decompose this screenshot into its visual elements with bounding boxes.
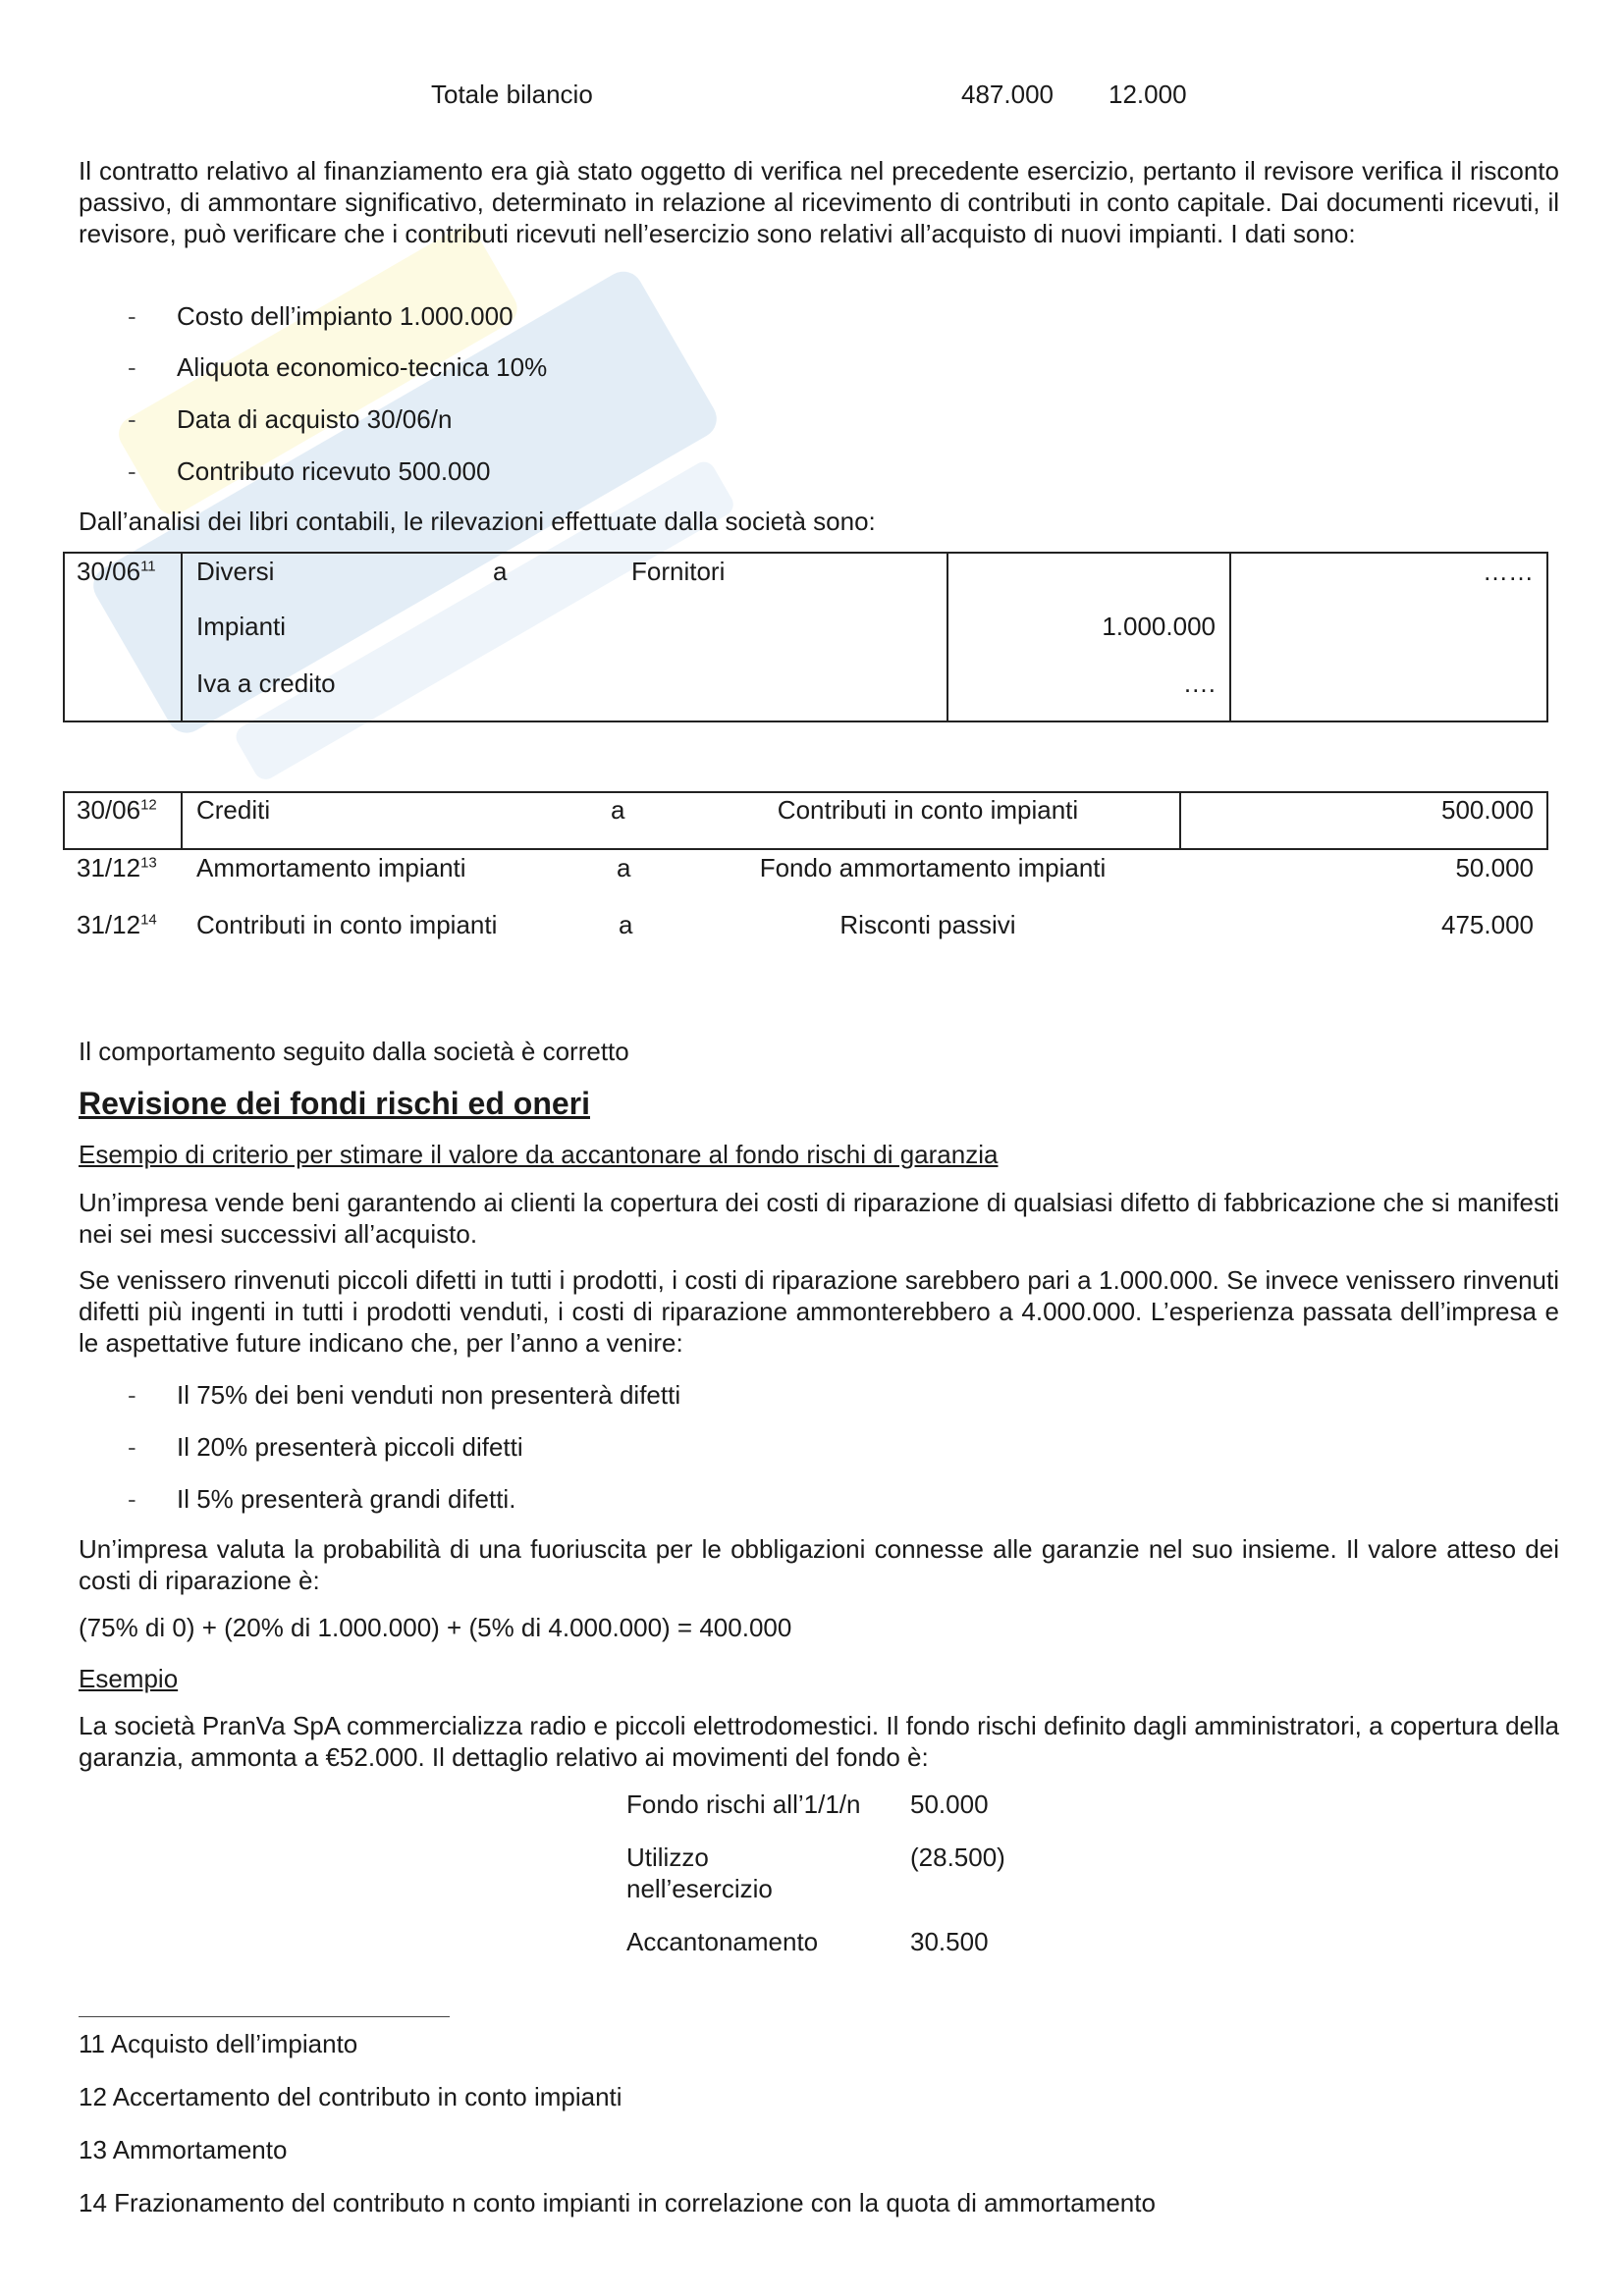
bullet-marker: - (128, 1484, 136, 1514)
debit-account: Crediti (196, 795, 271, 825)
footnote-separator (79, 2016, 450, 2017)
entry-date (77, 909, 157, 940)
credit-account: Fornitori (631, 557, 726, 586)
column-divider (181, 791, 183, 850)
date-text: 31/12 (77, 853, 141, 882)
fund-label: Fondo rischi all’1/1/n (626, 1789, 861, 1819)
column-divider (181, 552, 183, 722)
list-item: Aliquota economico-tecnica 10% (177, 352, 548, 382)
section-heading: Revisione dei fondi rischi ed oneri (79, 1086, 590, 1121)
example-label: Esempio (79, 1664, 179, 1693)
fund-label: Accantonamento (626, 1927, 819, 1956)
credit-account: Contributi in conto impianti (777, 795, 1079, 825)
entry-date (77, 794, 157, 826)
footnote-ref: 13 (140, 854, 157, 872)
footnote-ref: 14 (140, 911, 157, 929)
list-item: Il 75% dei beni venduti non presenterà difetti (177, 1380, 681, 1410)
debit-account: Contributi in conto impianti (196, 910, 498, 939)
bullet-marker: - (128, 1432, 136, 1462)
connector-a: a (493, 557, 508, 586)
conclusion-text: Il comportamento seguito dalla società è corretto (79, 1037, 629, 1066)
total-value-2: 12.000 (1109, 80, 1187, 109)
fund-value: (28.500) (910, 1842, 1005, 1872)
bullet-marker: - (128, 352, 136, 382)
bullet-marker: - (128, 404, 136, 434)
analysis-paragraph: Dall’analisi dei libri contabili, le rilevazioni effettuate dalla società sono: (79, 507, 876, 536)
credit-account: Risconti passivi (839, 910, 1016, 939)
fund-label: Utilizzo nell’esercizio (626, 1842, 773, 1903)
column-divider (947, 552, 948, 722)
list-item: Data di acquisto 30/06/n (177, 404, 453, 434)
date-text: 30/06 (77, 795, 141, 825)
list-item: Contributo ricevuto 500.000 (177, 456, 491, 486)
list-item: Costo dell’impianto 1.000.000 (177, 301, 514, 331)
entry-amount: 500.000 (1441, 795, 1534, 825)
list-item: Il 20% presenterà piccoli difetti (177, 1432, 523, 1462)
date-text: 31/12 (77, 910, 141, 939)
footnote: 14 Frazionamento del contributo n conto impianti in correlazione con la quota di ammortamento (79, 2188, 1156, 2217)
entry-date (77, 556, 156, 587)
footnote-ref: 11 (140, 558, 156, 575)
footnote-ref: 12 (140, 796, 157, 814)
column-divider (1179, 791, 1181, 850)
entry-date (77, 852, 157, 883)
footnote: 13 Ammortamento (79, 2135, 288, 2164)
debit-amount: …. (1182, 668, 1216, 698)
entry-amount: 475.000 (1441, 910, 1534, 939)
subheading: Esempio di criterio per stimare il valore da accantonare al fondo rischi di garanzia (79, 1140, 999, 1169)
debit-account: Impianti (196, 612, 287, 641)
paragraph-4: La società PranVa SpA commercializza radio e piccoli elettrodomestici. Il fondo rischi definito dagli amministratori, a copertura della garanzia, ammonta a €52.000. Il dettaglio relativo ai movimenti del fondo è: (79, 1711, 1559, 1772)
connector-a: a (617, 853, 631, 882)
entry-amount: 50.000 (1455, 853, 1534, 882)
connector-a: a (619, 910, 633, 939)
total-value-1: 487.000 (961, 80, 1054, 109)
bullet-marker: - (128, 301, 136, 331)
fund-value: 50.000 (910, 1789, 989, 1819)
debit-account: Ammortamento impianti (196, 853, 466, 882)
debit-account: Diversi (196, 557, 275, 586)
bullet-marker: - (128, 456, 136, 486)
credit-account: Fondo ammortamento impianti (759, 853, 1107, 882)
credit-amount: …… (1483, 557, 1534, 586)
total-label: Totale bilancio (431, 80, 593, 109)
date-text: 30/06 (77, 557, 141, 586)
formula: (75% di 0) + (20% di 1.000.000) + (5% di 4.000.000) = 400.000 (79, 1613, 792, 1642)
intro-paragraph: Il contratto relativo al finanziamento era già stato oggetto di verifica nel precedente esercizio, pertanto il revisore verifica il risconto passivo, di ammontare significativo, determinato in relazione al ricevimento di contributi in conto capitale. Dai documenti ricevuti, il revisore, può verificare che i contributi ricevuti nell’esercizio sono relativi all’acquisto di nuovi impianti. I dati sono: (79, 156, 1559, 248)
debit-amount: 1.000.000 (1102, 612, 1216, 641)
paragraph-2: Se venissero rinvenuti piccoli difetti in tutti i prodotti, i costi di riparazione sarebbero pari a 1.000.000. Se invece venissero rinvenuti difetti più ingenti in tutti i prodotti venduti, i costi di riparazione ammonterebbero a 4.000.000. L’esperienza passata dell’impresa e le aspettative future indicano che, per l’anno a venire: (79, 1265, 1559, 1358)
footnote: 11 Acquisto dell’impianto (79, 2029, 358, 2058)
bullet-marker: - (128, 1380, 136, 1410)
paragraph-1: Un’impresa vende beni garantendo ai clienti la copertura dei costi di riparazione di qualsiasi difetto di fabbricazione che si manifesti nei sei mesi successivi all’acquisto. (79, 1188, 1559, 1249)
list-item: Il 5% presenterà grandi difetti. (177, 1484, 516, 1514)
column-divider (1229, 552, 1231, 722)
debit-account: Iva a credito (196, 668, 336, 698)
fund-value: 30.500 (910, 1927, 989, 1956)
connector-a: a (611, 795, 625, 825)
footnote: 12 Accertamento del contributo in conto impianti (79, 2082, 622, 2111)
paragraph-3: Un’impresa valuta la probabilità di una fuoriuscita per le obbligazioni connesse alle garanzie nel suo insieme. Il valore atteso dei costi di riparazione è: (79, 1534, 1559, 1595)
